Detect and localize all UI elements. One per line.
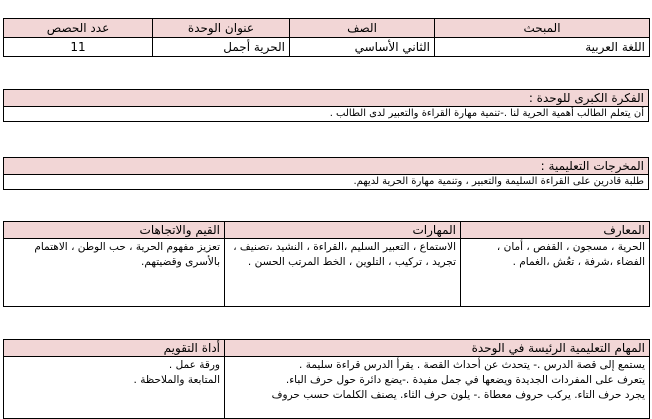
assessment-item: المتابعة والملاحظة . bbox=[133, 374, 220, 386]
values-text: تعزيز مفهوم الحرية ، حب الوطن ، الاهتمام بالأسرى وقضيتهم. bbox=[4, 239, 225, 307]
periods-header: عدد الحصص bbox=[4, 19, 153, 38]
main-idea-text: أن يتعلم الطالب أهمية الحرية لنا .-تنمية مهارة القراءة والتعبير لدى الطالب . bbox=[4, 107, 649, 122]
knowledge-text: الحرية ، مسجون ، القفص ، أمان ، الفضاء ،شرفة ، تعُش ،الغمام . bbox=[461, 239, 650, 307]
task-item: يجرد حرف التاء. يركب حروف معطاة .- يلون حرف الثاء. يصنف الكلمات حسب حروف bbox=[271, 389, 645, 401]
assessment-cell bbox=[4, 357, 225, 419]
grade-header: الصف bbox=[290, 19, 435, 38]
main-idea-title: الفكرة الكبرى للوحدة : bbox=[4, 90, 649, 107]
skills-header: المهارات bbox=[225, 222, 461, 239]
subject-value: اللغة العربية bbox=[435, 38, 650, 57]
assessment-item: ورقة عمل . bbox=[168, 359, 220, 371]
skills-text: الاستماع ، التعبير السليم ،القراءة ، النشيد ،تصنيف ، تجريد ، تركيب ، التلوين ، الخط المرتب الحسن . bbox=[225, 239, 461, 307]
values-header: القيم والاتجاهات bbox=[4, 222, 225, 239]
tasks-cell bbox=[225, 357, 650, 419]
knowledge-skills-values-table bbox=[3, 221, 650, 307]
main-idea-box bbox=[3, 89, 649, 122]
periods-value: 11 bbox=[4, 38, 153, 57]
tasks-header: المهام التعليمية الرئيسة في الوحدة bbox=[225, 340, 650, 357]
unit-title-value: الحرية أجمل bbox=[153, 38, 290, 57]
tasks-assessment-table bbox=[3, 339, 650, 419]
task-item: يستمع إلى قصة الدرس .- يتحدث عن أحداث القصة . يقرأ الدرس قراءة سليمة . bbox=[299, 359, 645, 371]
assessment-header: أداة التقويم bbox=[4, 340, 225, 357]
knowledge-header: المعارف bbox=[461, 222, 650, 239]
outcomes-box bbox=[3, 157, 649, 190]
outcomes-text: طلبة قادرين على القراءة السليمة والتعبير ، وتنمية مهارة الحرية لديهم. bbox=[4, 175, 649, 190]
grade-value: الثاني الأساسي bbox=[290, 38, 435, 57]
outcomes-title: المخرجات التعليمية : bbox=[4, 158, 649, 175]
task-item: يتعرف على المفردات الجديدة ويضعها في جمل مفيدة .-يضع دائرة حول حرف الباء. bbox=[285, 374, 645, 386]
subject-header: المبحث bbox=[435, 19, 650, 38]
unit-title-header: عنوان الوحدة bbox=[153, 19, 290, 38]
unit-info-table bbox=[3, 18, 650, 57]
